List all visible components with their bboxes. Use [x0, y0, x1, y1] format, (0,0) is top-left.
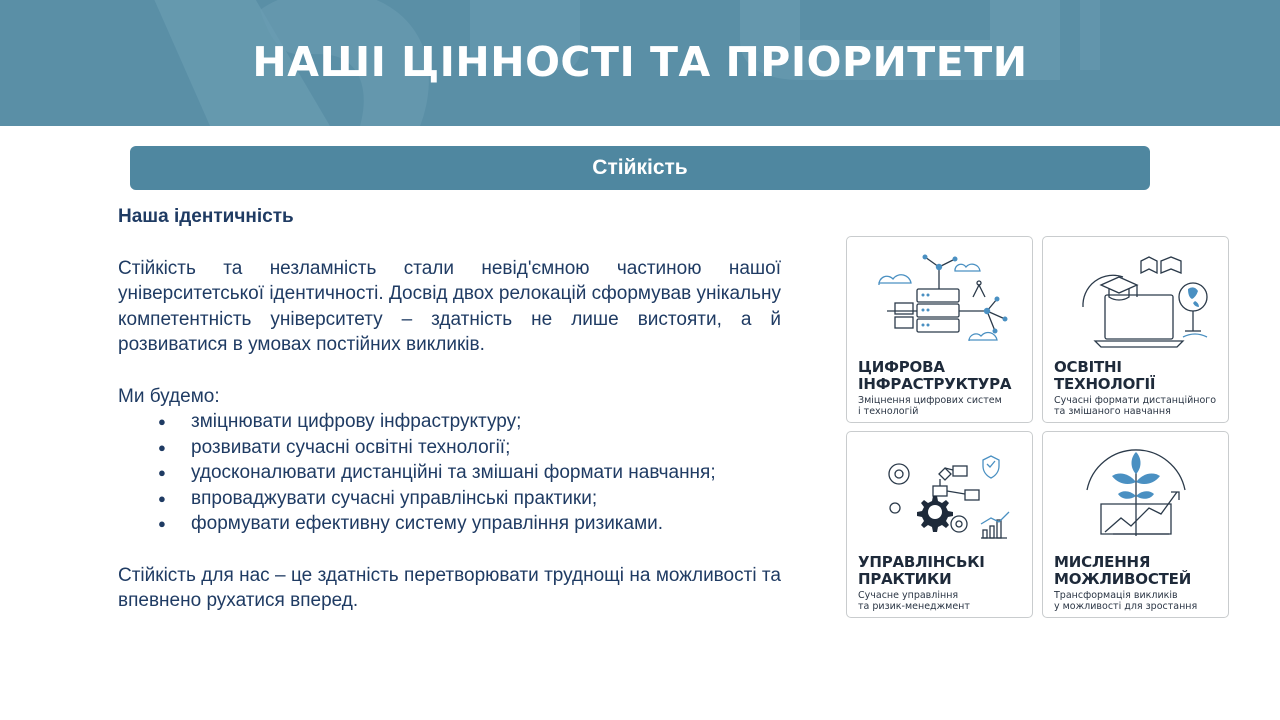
card-subtitle: Сучасні формати дистанційного та змішаного навчання [1054, 395, 1217, 417]
card-educational-technologies [1042, 236, 1229, 423]
identity-subheading: Наша ідентичність [118, 206, 294, 227]
card-subtitle: Зміцнення цифрових систем і технологій [858, 395, 1002, 417]
header-banner [0, 0, 1280, 126]
bullet-icon: ● [158, 439, 166, 455]
card-subtitle: Сучасне управління та ризик-менеджмент [858, 590, 970, 612]
priority-cards-grid [846, 236, 1232, 622]
card-title: МИСЛЕННЯ МОЖЛИВОСТЕЙ [1054, 553, 1192, 588]
growth-plant-icon [1043, 432, 1229, 552]
laptop-education-icon [1043, 237, 1229, 357]
closing-paragraph: Стійкість для нас – це здатність перетворювати труднощі на можливості та впевнено рухатися вперед. [118, 564, 781, 611]
card-title: ОСВІТНІ ТЕХНОЛОГІЇ [1054, 358, 1156, 393]
card-title: ЦИФРОВА ІНФРАСТРУКТУРА [858, 358, 1012, 393]
card-title: УПРАВЛІНСЬКІ ПРАКТИКИ [858, 553, 985, 588]
intro-paragraph: Стійкість та незламність стали невід'ємною частиною нашої університетської ідентичності. Досвід двох релокацій сформував унікальну компетентність університету – здатність не лише вистояти, а й розвиватися в умовах постійних викликів. [118, 257, 781, 355]
list-item: ● удосконалювати дистанційні та змішані формати навчання; [118, 460, 781, 486]
gears-workflow-icon [847, 432, 1033, 552]
card-subtitle: Трансформація викликів у можливості для зростання [1054, 590, 1198, 612]
list-item: ● зміцнювати цифрову інфраструктуру; [118, 409, 781, 435]
list-item: ● впроваджувати сучасні управлінські практики; [118, 486, 781, 512]
plans-list [118, 409, 781, 537]
server-network-icon [847, 237, 1033, 357]
bullet-icon: ● [158, 465, 166, 480]
bullet-icon: ● [158, 516, 166, 531]
section-bar [130, 146, 1150, 190]
page-title: НАШІ ЦІННОСТІ ТА ПРІОРИТЕТИ [252, 38, 1028, 86]
bullet-icon: ● [158, 490, 166, 506]
card-management-practices [846, 431, 1033, 618]
list-item: ● розвивати сучасні освітні технології; [118, 435, 781, 461]
section-label: Стійкість [592, 156, 688, 179]
list-item: ● формувати ефективну систему управління ризиками. [118, 511, 781, 537]
text-column [118, 204, 781, 614]
bullet-icon: ● [158, 414, 166, 429]
plans-lead: Ми будемо: [118, 385, 220, 407]
card-opportunity-thinking [1042, 431, 1229, 618]
card-digital-infrastructure [846, 236, 1033, 423]
